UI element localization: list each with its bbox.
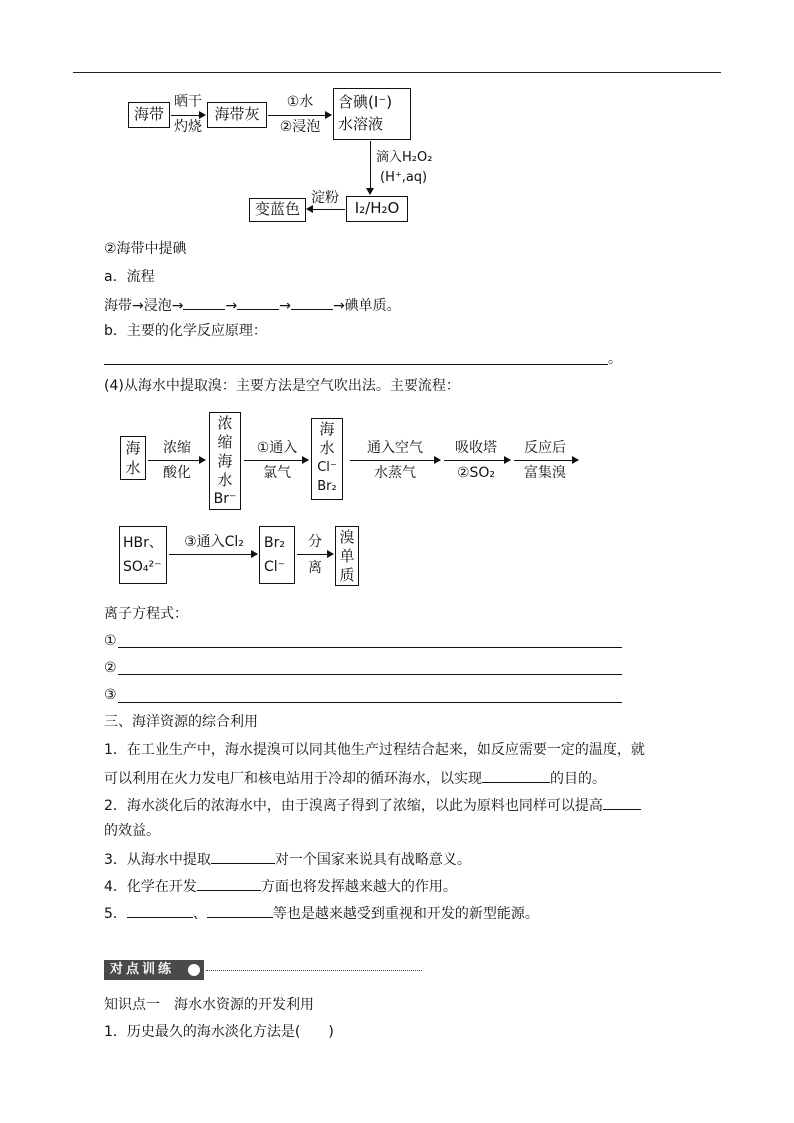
d2-a1-bottom: 酸化 [163,465,191,481]
principle-label-b: b．主要的化学反应原理： [104,323,267,339]
p1-line1: 1．在工业生产中，海水提溴可以同其他生产过程结合起来，如反应需要一定的温度，就 [104,742,645,758]
d2-a5-bottom: 富集溴 [524,465,566,481]
principle-end: 。 [608,351,622,367]
ionic-item-2: ② [104,660,117,676]
box-seawater-cl-br2: 海 水 Cl⁻ Br₂ [311,418,343,500]
d2-a3-bottom: 水蒸气 [374,465,416,481]
box-br2-cl: Br₂ Cl⁻ [259,526,295,584]
bromine-heading: (4)从海水中提取溴：主要方法是空气吹出法。主要流程： [104,378,460,394]
box-haidai: 海带 [128,102,170,128]
arrow2-label-bottom: ②浸泡 [279,119,321,135]
question-1: 1．历史最久的海水淡化方法是( ) [104,1024,334,1040]
d2-arrow-6 [169,554,257,555]
d2-a7-top: 分 [308,534,322,550]
arrow-2 [268,115,331,116]
d2-arrow-2 [244,460,308,461]
flow-line: 海带→浸泡→ → → →碘单质。 [104,295,401,315]
blank-p4[interactable] [197,876,261,891]
arrow2-label-top: ①水 [286,94,314,110]
p4: 4．化学在开发 方面也将发挥越来越大的作用。 [104,876,457,896]
box-turn-blue: 变蓝色 [249,198,306,222]
box-concentrated-seawater: 浓 缩 海 水 Br⁻ [209,412,241,510]
d2-a5-top: 反应后 [524,440,566,456]
box-i2-water: I₂/H₂O [346,196,408,222]
ionic-line-1[interactable] [118,647,622,648]
ionic-item-1: ① [104,633,117,649]
d2-arrow-4 [444,460,510,461]
banner-dotted-rule [206,970,422,971]
practice-banner: 对点训练 [104,960,204,980]
blank-p5a[interactable] [127,903,193,918]
arrow3-label-1: 滴入H₂O₂ [376,150,433,165]
arrow-1 [171,115,205,116]
box-hbr-so4: HBr、 SO₄²⁻ [119,526,167,584]
header-rule [73,72,721,73]
box-bromine: 溴 单 质 [335,526,359,586]
d2-a1-top: 浓缩 [163,440,191,456]
d2-arrow-5 [514,460,578,461]
blank-p2[interactable] [603,795,641,810]
p3: 3．从海水中提取 对一个国家来说具有战略意义。 [104,849,471,869]
p1-line2: 可以利用在火力发电厂和核电站用于冷却的循环海水，以实现 的目的。 [104,768,606,788]
box-seawater: 海 水 [120,436,146,480]
box-iodide-solution: 含碘(I⁻) 水溶液 [333,88,411,140]
blank-3[interactable] [291,295,333,310]
d2-a4-top: 吸收塔 [455,440,497,456]
d2-a4-bottom: ②SO₂ [456,465,496,481]
blank-1[interactable] [183,295,225,310]
blank-p1[interactable] [482,768,550,783]
blank-p5b[interactable] [207,903,273,918]
p2-line2: 的效益。 [104,823,160,839]
arrow4-label: 淀粉 [311,190,339,206]
arrow1-label-top: 晒干 [174,94,202,110]
p2-line1: 2．海水淡化后的浓海水中，由于溴离子得到了浓缩，以此为原料也同样可以提高 [104,795,641,815]
blank-2[interactable] [237,295,279,310]
section3-heading: 三、海洋资源的综合利用 [104,714,258,730]
d2-a7-bottom: 离 [308,560,322,576]
ionic-heading: 离子方程式： [104,606,188,622]
d2-a6-top: ③通入Cl₂ [184,534,244,550]
principle-answer-line[interactable] [104,364,608,365]
arrow-3 [370,141,371,194]
banner-dot-icon [188,964,200,976]
d2-a3-top: 通入空气 [367,440,423,456]
d2-arrow-7 [297,554,333,555]
blank-p3[interactable] [211,849,275,864]
arrow3-label-2: (H⁺,aq) [380,170,428,185]
d2-arrow-3 [350,460,440,461]
d2-arrow-1 [148,460,205,461]
knowledge-point: 知识点一 海水水资源的开发利用 [104,997,314,1013]
arrow-4 [307,209,345,210]
ionic-item-3: ③ [104,687,117,703]
d2-a2-top: ①通入 [256,440,298,456]
d2-a2-bottom: 氯气 [263,465,291,481]
flow-label-a: a．流程 [104,269,155,285]
p5: 5． 、 等也是越来越受到重视和开发的新型能源。 [104,903,539,923]
box-haidaihui: 海带灰 [207,102,267,128]
arrow1-label-bottom: 灼烧 [174,119,202,135]
seaweed-iodine-heading: ②海带中提碘 [104,241,187,257]
ionic-line-2[interactable] [118,674,622,675]
ionic-line-3[interactable] [118,702,622,703]
